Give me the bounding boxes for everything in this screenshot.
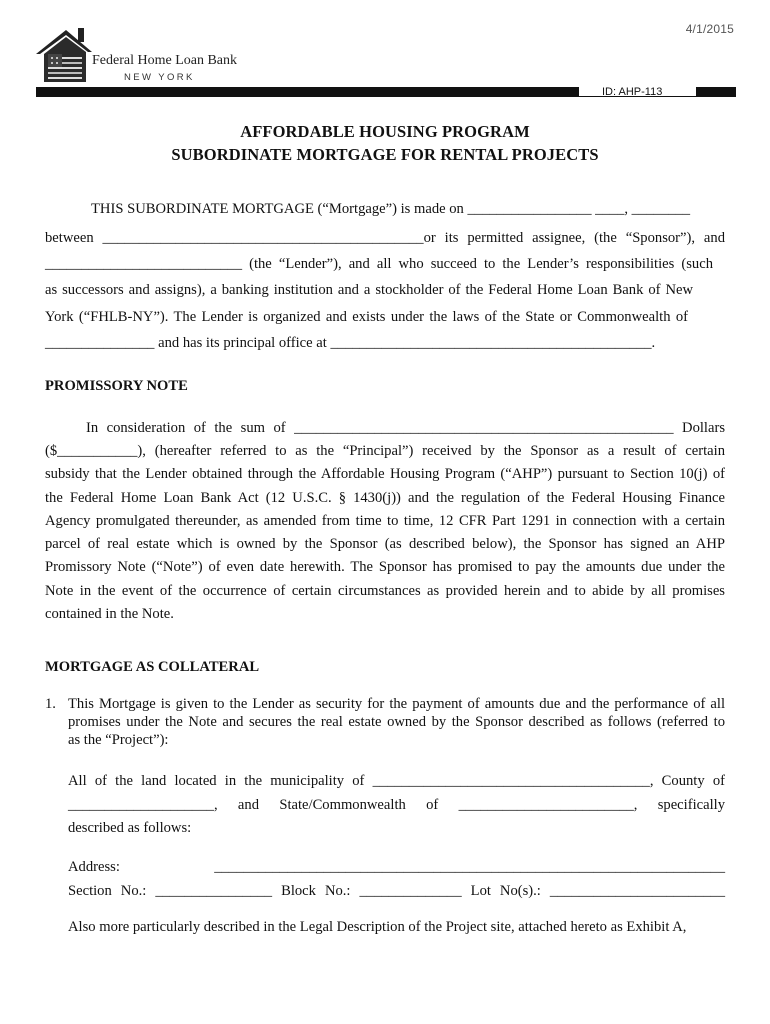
header-rule-right: [696, 87, 736, 97]
document-title-line-2: SUBORDINATE MORTGAGE FOR RENTAL PROJECTS: [171, 145, 599, 164]
item-number: 1.: [45, 696, 56, 712]
bank-logo-icon: [32, 24, 94, 86]
promissory-note-heading: PROMISSORY NOTE: [45, 378, 188, 394]
intro-line: as successors and assigns), a banking institution and a stockholder of the Federal Home Loan Bank of New: [45, 282, 693, 298]
document-id: ID: AHP-113: [602, 86, 663, 98]
section-block-lot-line: Section No.: ________________ Block No.: ______________ Lot No(s).: ________________________: [68, 883, 725, 899]
legal-description-line: Also more particularly described in the Legal Description of the Project site, attached hereto as Exhibit A,: [68, 919, 687, 935]
intro-line: ___________________________ (the “Lender”), and all who succeed to the Lender’s responsibilities (such: [45, 256, 713, 272]
land-line: ____________________, and State/Commonwealth of ________________________, specifically: [68, 797, 725, 813]
collateral-item-line: as the “Project”):: [68, 732, 169, 748]
intro-line: between ____________________________________________or its permitted assignee, (the “Sponsor”), and: [45, 230, 725, 246]
promissory-line: Agency promulgated thereunder, as amended from time to time, 12 CFR Part 1291 in connection with a certain: [45, 513, 725, 529]
intro-line: THIS SUBORDINATE MORTGAGE (“Mortgage”) is made on _________________ ____, ________: [91, 201, 691, 217]
promissory-line: ($___________), (hereafter referred to as the “Principal”) received by the Sponsor as a result of certain: [45, 443, 725, 459]
promissory-line: subsidy that the Lender obtained through the Affordable Housing Program (“AHP”) pursuant to Section 10(j) of: [45, 466, 725, 482]
collateral-item-line: promises under the Note and secures the real estate owned by the Sponsor described as follows (referred to: [68, 714, 725, 730]
promissory-line: Note in the event of the occurrence of certain circumstances as provided herein and to abide by all promises: [45, 583, 725, 599]
land-line: described as follows:: [68, 820, 192, 836]
document-date: 4/1/2015: [685, 22, 734, 36]
mortgage-collateral-heading: MORTGAGE AS COLLATERAL: [45, 659, 260, 675]
promissory-line: Promissory Note (“Note”) of even date herewith. The Sponsor has promised to pay the amounts due under the: [45, 559, 725, 575]
bank-location: NEW YORK: [124, 72, 195, 83]
document-title-line-1: AFFORDABLE HOUSING PROGRAM: [240, 122, 530, 141]
intro-line: York (“FHLB-NY”). The Lender is organized and exists under the laws of the State or Commonwealth of: [45, 309, 688, 325]
collateral-item-line: This Mortgage is given to the Lender as security for the payment of amounts due and the performance of all: [68, 696, 725, 712]
address-line: Address: ______________________________________________________________________: [68, 859, 725, 875]
promissory-line: contained in the Note.: [45, 606, 174, 622]
intro-line: _______________ and has its principal office at ____________________________________________.: [45, 335, 656, 351]
land-line: All of the land located in the municipality of ______________________________________, County of: [68, 773, 725, 789]
promissory-line: In consideration of the sum of ____________________________________________________ Dollars: [86, 420, 725, 436]
header-rule-left: [36, 87, 579, 97]
bank-name: Federal Home Loan Bank: [92, 53, 238, 68]
promissory-line: parcel of real estate which is owned by the Sponsor (as described below), the Sponsor has signed an AHP: [45, 536, 725, 552]
promissory-line: the Federal Home Loan Bank Act (12 U.S.C. § 1430(j)) and the regulation of the Federal Housing Finance: [45, 490, 725, 506]
